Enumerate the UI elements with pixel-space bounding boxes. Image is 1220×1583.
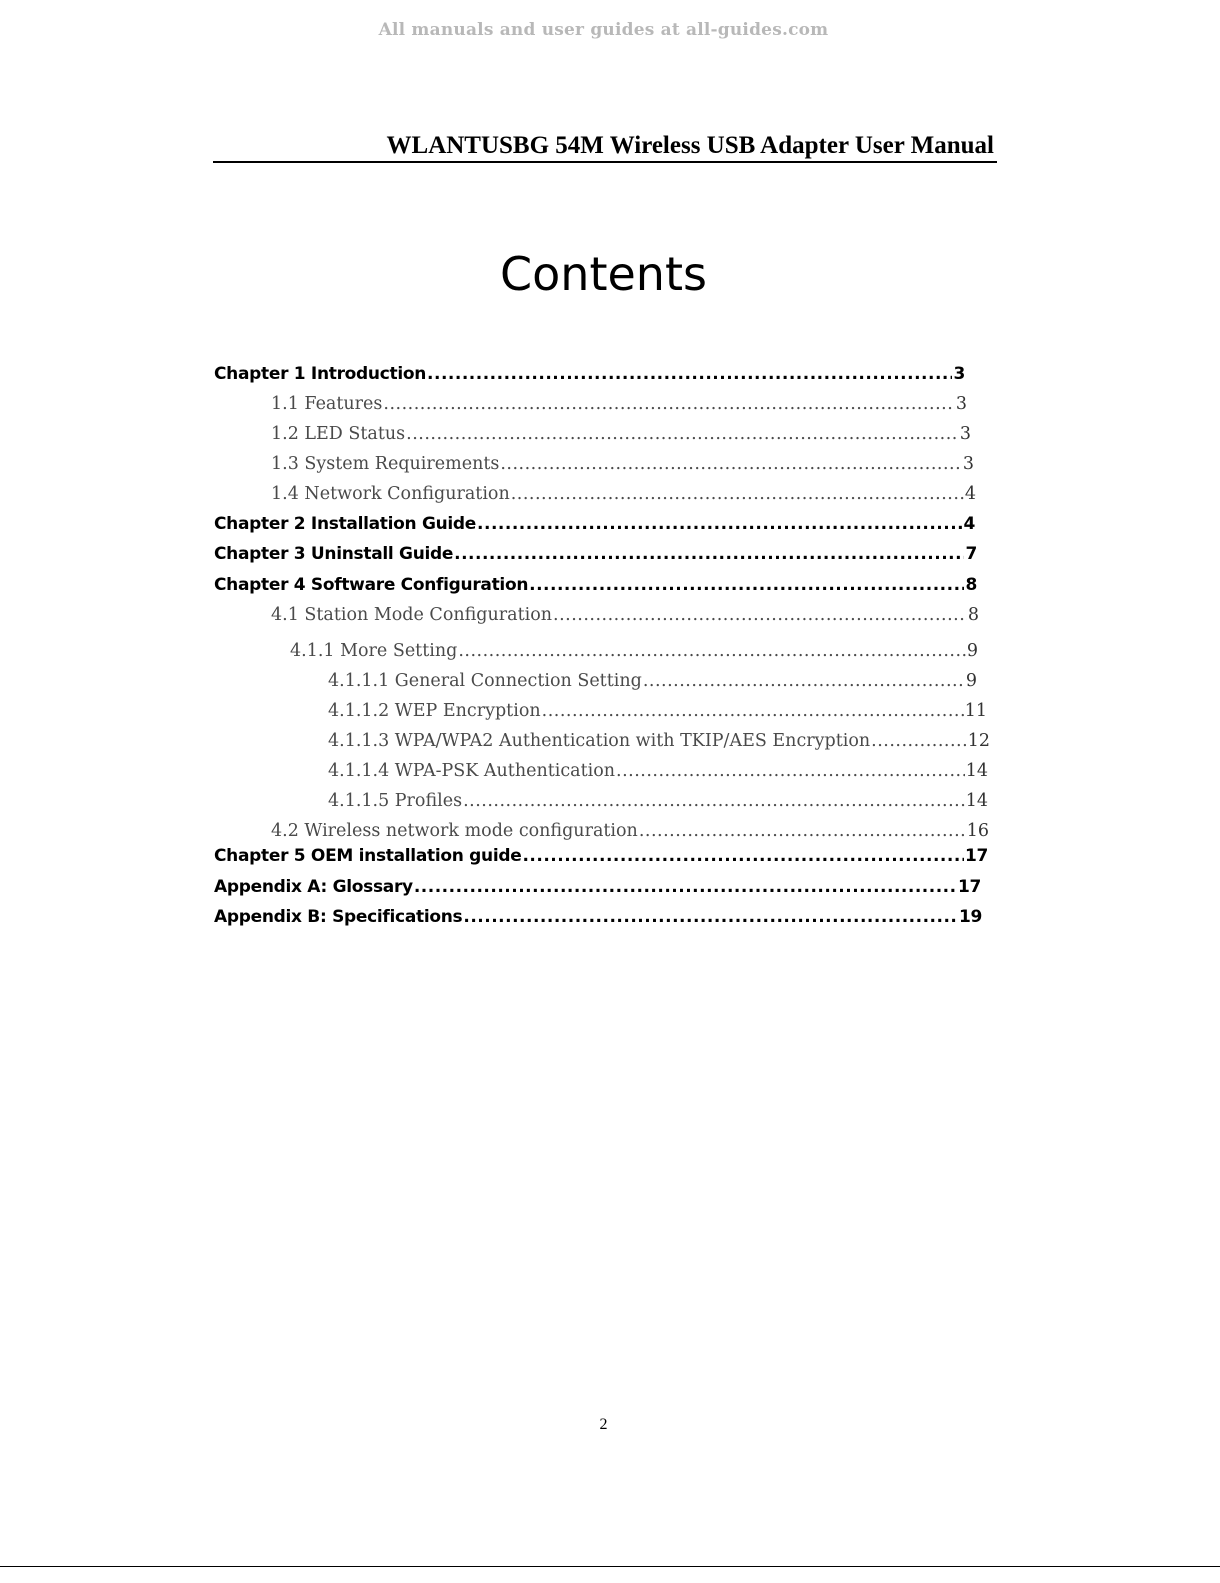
toc-entry-label: Chapter 5 OEM installation guide — [214, 846, 522, 866]
toc-entry-label: Chapter 4 Software Configuration — [214, 575, 529, 595]
page-number: 2 — [599, 1416, 608, 1433]
toc-entry-label: 1.2 LED Status — [271, 424, 406, 444]
toc-leader-dots — [383, 392, 954, 416]
toc-entry-label: 1.4 Network Configuration — [271, 484, 510, 504]
toc-leader-dots — [871, 729, 967, 753]
toc-entry-appendix-b[interactable] — [214, 905, 982, 929]
toc-entry-page: 3 — [962, 454, 974, 474]
toc-entry-page: 19 — [958, 907, 982, 927]
toc-leader-dots — [458, 639, 966, 663]
toc-entry-page: 7 — [965, 544, 977, 564]
toc-entry-label: 4.1.1.1 General Connection Setting — [328, 671, 642, 691]
toc-entry-page: 4 — [964, 484, 976, 504]
toc-entry-label: Chapter 2 Installation Guide — [214, 514, 477, 534]
toc-leader-dots — [454, 542, 964, 566]
toc-entry-4-1-1-3[interactable] — [328, 729, 990, 753]
toc-entry-label: 4.1.1.5 Profiles — [328, 791, 463, 811]
toc-leader-dots — [511, 482, 964, 506]
toc-entry-page: 8 — [965, 575, 977, 595]
toc-leader-dots — [522, 844, 963, 868]
toc-entry-page: 8 — [967, 605, 979, 625]
running-header: WLANTUSBG 54M Wireless USB Adapter User Manual — [213, 130, 997, 163]
toc-entry-1-3[interactable] — [271, 452, 974, 476]
toc-leader-dots — [529, 573, 964, 597]
toc-entry-4-2[interactable] — [271, 819, 989, 843]
toc-entry-chapter-4[interactable] — [214, 573, 977, 597]
toc-entry-label: 1.3 System Requirements — [271, 454, 500, 474]
toc-entry-1-4[interactable] — [271, 482, 976, 506]
toc-entry-label: Appendix A: Glossary — [214, 877, 413, 897]
toc-entry-page: 3 — [955, 394, 967, 414]
toc-entry-chapter-1[interactable] — [214, 362, 965, 386]
toc-entry-4-1[interactable] — [271, 603, 979, 627]
toc-entry-label: 4.1.1.4 WPA-PSK Authentication — [328, 761, 616, 781]
toc-leader-dots — [463, 789, 965, 813]
toc-entry-page: 4 — [963, 514, 975, 534]
toc-entry-page: 17 — [964, 846, 988, 866]
toc-entry-label: 4.1.1 More Setting — [290, 641, 458, 661]
toc-entry-chapter-2[interactable] — [214, 512, 975, 536]
toc-entry-page: 17 — [957, 877, 981, 897]
toc-leader-dots — [406, 422, 959, 446]
toc-entry-label: 4.1.1.3 WPA/WPA2 Authentication with TKIP/AES Encryption — [328, 731, 871, 751]
toc-entry-page: 3 — [953, 364, 965, 384]
toc-leader-dots — [477, 512, 962, 536]
toc-leader-dots — [553, 603, 967, 627]
toc-leader-dots — [616, 759, 965, 783]
toc-entry-4-1-1-1[interactable] — [328, 669, 977, 693]
toc-entry-page: 16 — [966, 821, 989, 841]
toc-entry-4-1-1-4[interactable] — [328, 759, 988, 783]
toc-entry-chapter-5[interactable] — [214, 844, 988, 868]
toc-entry-page: 14 — [965, 791, 988, 811]
toc-entry-appendix-a[interactable] — [214, 875, 981, 899]
toc-leader-dots — [414, 875, 957, 899]
toc-entry-page: 3 — [959, 424, 971, 444]
bottom-divider — [0, 1566, 1220, 1567]
toc-entry-label: 4.1.1.2 WEP Encryption — [328, 701, 541, 721]
watermark-text: All manuals and user guides at all-guides.com — [378, 20, 829, 40]
toc-leader-dots — [639, 819, 966, 843]
toc-entry-page: 12 — [967, 731, 990, 751]
toc-entry-4-1-1[interactable] — [290, 639, 978, 663]
toc-entry-label: Appendix B: Specifications — [214, 907, 463, 927]
toc-entry-page: 9 — [965, 671, 977, 691]
toc-entry-label: 1.1 Features — [271, 394, 383, 414]
toc-entry-label: 4.2 Wireless network mode configuration — [271, 821, 638, 841]
toc-entry-1-2[interactable] — [271, 422, 971, 446]
toc-entry-page: 9 — [966, 641, 978, 661]
toc-leader-dots — [643, 669, 965, 693]
toc-entry-label: 4.1 Station Mode Configuration — [271, 605, 552, 625]
toc-leader-dots — [542, 699, 964, 723]
toc-entry-chapter-3[interactable] — [214, 542, 977, 566]
page-title: Contents — [500, 247, 707, 301]
toc-leader-dots — [427, 362, 952, 386]
toc-entry-4-1-1-5[interactable] — [328, 789, 988, 813]
toc-entry-label: Chapter 3 Uninstall Guide — [214, 544, 454, 564]
toc-entry-4-1-1-2[interactable] — [328, 699, 987, 723]
toc-leader-dots — [500, 452, 962, 476]
toc-entry-page: 11 — [964, 701, 987, 721]
toc-entry-1-1[interactable] — [271, 392, 967, 416]
toc-entry-page: 14 — [965, 761, 988, 781]
toc-leader-dots — [463, 905, 958, 929]
toc-entry-label: Chapter 1 Introduction — [214, 364, 427, 384]
